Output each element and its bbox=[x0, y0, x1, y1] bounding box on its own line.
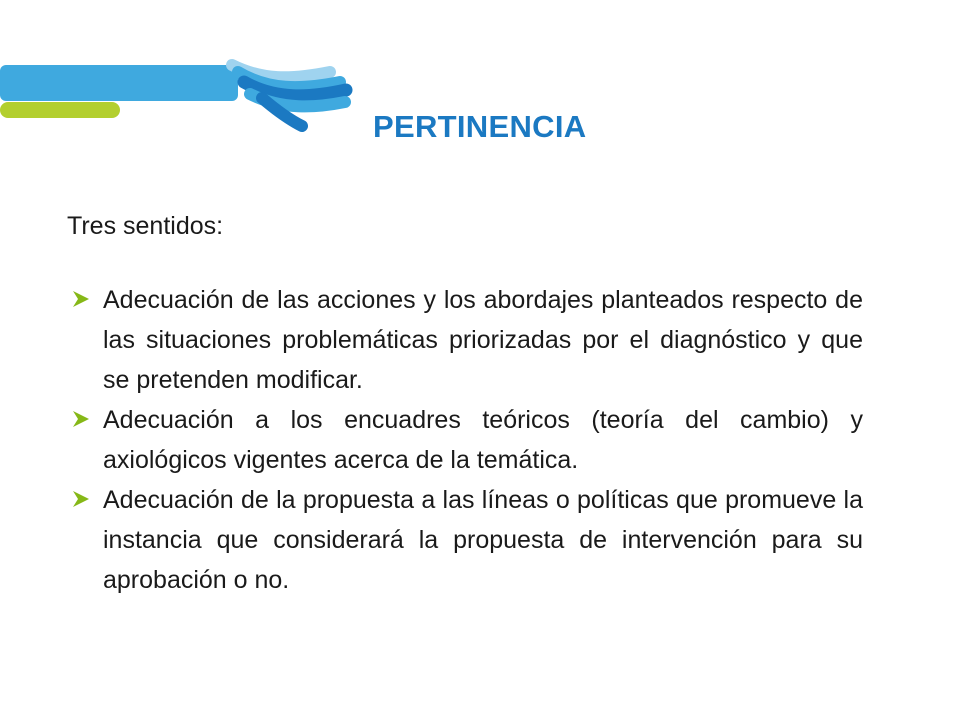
arrow-head-icon bbox=[72, 280, 94, 320]
bullet-text: Adecuación de la propuesta a las líneas o políticas que promueve la instancia que considerará la propuesta de intervención para su aprobación o no. bbox=[103, 486, 863, 594]
bullet-item bbox=[67, 480, 863, 600]
bullet-text: Adecuación de las acciones y los abordajes planteados respecto de las situaciones problemáticas priorizadas por el diagnóstico y que se pretenden modificar. bbox=[103, 286, 863, 394]
bullet-text: Adecuación a los encuadres teóricos (teoría del cambio) y axiológicos vigentes acerca de la temática. bbox=[103, 406, 863, 474]
slide-title: PERTINENCIA bbox=[373, 109, 587, 144]
logo-graphic bbox=[0, 50, 360, 140]
bullet-list bbox=[67, 280, 863, 600]
arrow-head-icon bbox=[72, 480, 94, 520]
intro-text: Tres sentidos: bbox=[67, 212, 224, 240]
logo-stripe-green bbox=[0, 102, 120, 118]
bullet-item bbox=[67, 280, 863, 400]
bullet-item bbox=[67, 400, 863, 480]
logo-stripe-blue bbox=[0, 65, 238, 101]
arrow-head-icon bbox=[72, 400, 94, 440]
